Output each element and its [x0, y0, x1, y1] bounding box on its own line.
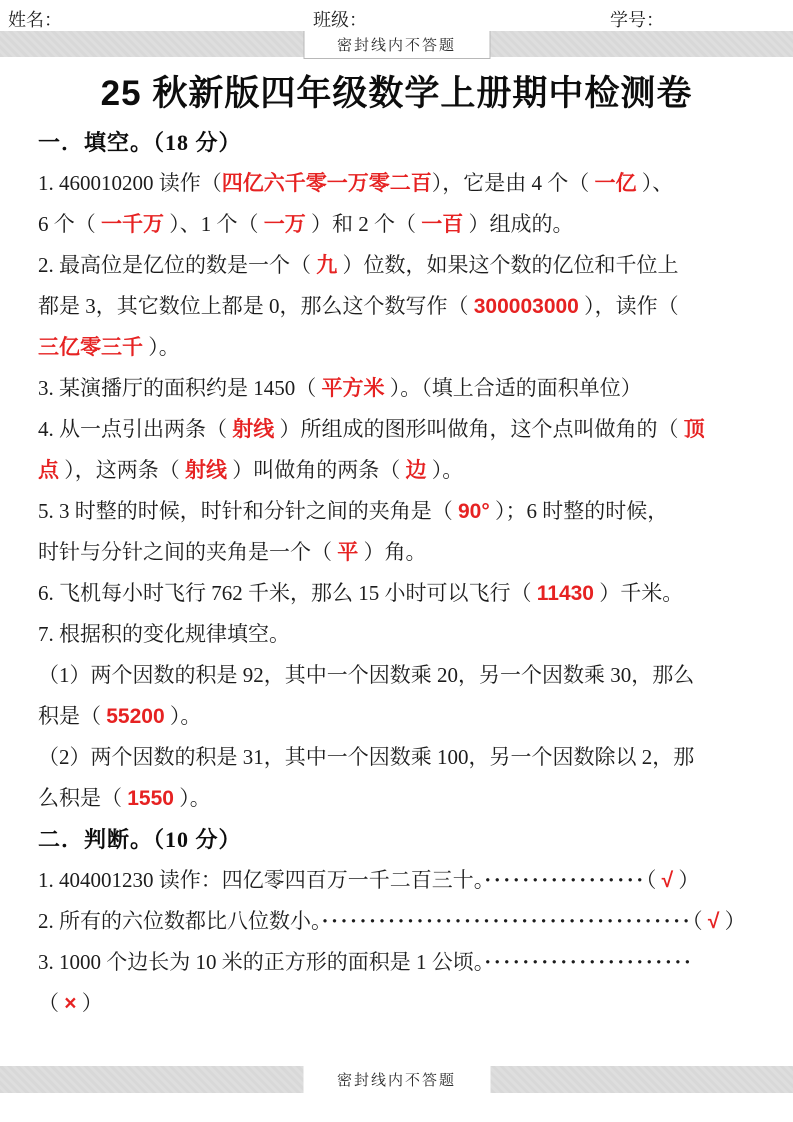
- question-text: 4. 从一点引出两条（: [38, 417, 233, 441]
- question-text: ）千米。: [594, 581, 684, 605]
- class-field: [313, 6, 505, 32]
- seal-notice-top: 密封线内不答题: [303, 31, 490, 59]
- question-text: ）。: [173, 786, 211, 810]
- answer-text: 平方米: [321, 377, 385, 400]
- question-text: ）组成的。: [463, 212, 574, 236]
- question-text: 5. 3 时整的时候，时针和分针之间的夹角是（: [38, 499, 458, 523]
- question-text: ）、: [636, 171, 674, 195]
- question-text: 都是 3，其它数位上都是 0，那么这个数写作（: [38, 294, 474, 318]
- answer-text: 300003000: [473, 295, 579, 318]
- answer-text: 射线: [185, 459, 227, 482]
- page-title: 25 秋新版四年级数学上册期中检测卷: [100, 74, 693, 113]
- question-text: 3. 某演播厅的面积约是 1450（: [38, 376, 322, 400]
- exam-line: [38, 286, 760, 327]
- question-text: （2）两个因数的积是 31，其中一个因数乘 100，另一个因数除以 2，那: [38, 745, 695, 769]
- answer-text: 三亿零三千: [38, 336, 143, 359]
- question-text: ）；6 时整的时候，: [489, 499, 669, 523]
- question-text: 1. 404001230 读作：四亿零四百万一千二百三十。: [38, 868, 485, 892]
- exam-line: [38, 942, 760, 983]
- exam-body: [38, 122, 760, 1024]
- exam-line: [38, 901, 760, 942]
- answer-text: 90°: [458, 500, 490, 523]
- question-text: ）。（填上合适的面积单位）: [384, 376, 642, 400]
- seal-notice-bottom: 密封线内不答题: [303, 1066, 490, 1093]
- question-text: 3. 1000 个边长为 10 米的正方形的面积是 1 公顷。: [38, 950, 485, 974]
- answer-text: 四亿六千零一万零二百: [221, 172, 432, 195]
- student-id-blank-line: [664, 12, 793, 32]
- question-text: ）: [673, 868, 700, 892]
- answer-text: 55200: [106, 705, 165, 728]
- question-text: 2. 最高位是亿位的数是一个（: [38, 253, 317, 277]
- dot-leader: ······················: [484, 950, 694, 974]
- exam-line: [38, 778, 760, 819]
- dot-leader: ·······································: [321, 909, 693, 933]
- answer-text: 一亿: [594, 172, 637, 195]
- student-id-field: [610, 6, 793, 32]
- section-heading: 一．填空。（18 分）: [38, 130, 242, 155]
- answer-text: 一千万: [101, 213, 164, 236]
- exam-line: [38, 614, 760, 655]
- exam-line: [38, 204, 760, 245]
- exam-line: [38, 573, 760, 614]
- exam-line: [38, 450, 760, 491]
- exam-line: [38, 327, 760, 368]
- question-text: 2. 所有的六位数都比八位数小。: [38, 909, 322, 933]
- answer-text: 边: [405, 459, 427, 482]
- answer-text: 平: [337, 541, 359, 564]
- question-text: （1）两个因数的积是 92，其中一个因数乘 20，另一个因数乘 30，那么: [38, 663, 695, 687]
- class-blank-line: [367, 12, 505, 32]
- exam-line: [38, 737, 760, 778]
- section-heading: 二．判断。（10 分）: [38, 827, 242, 852]
- question-text: ）位数，如果这个数的亿位和千位上: [337, 253, 679, 277]
- exam-line: [38, 655, 760, 696]
- answer-text: 顶: [683, 418, 705, 441]
- question-text: 6 个（: [38, 212, 101, 236]
- exam-line: [38, 491, 760, 532]
- answer-text: 九: [316, 254, 338, 277]
- class-label: 班级：: [313, 10, 367, 30]
- question-text: ）、1 个（: [164, 212, 264, 236]
- exam-line: [38, 245, 760, 286]
- student-name-blank-line: [62, 12, 200, 32]
- question-text: ），它是由 4 个（: [431, 171, 595, 195]
- question-text: ）。: [143, 335, 180, 359]
- student-name-field: [8, 6, 200, 32]
- answer-text: 一万: [263, 213, 306, 236]
- question-text: ）: [76, 991, 103, 1015]
- answer-text: √: [661, 869, 674, 892]
- answer-text: √: [707, 910, 720, 933]
- question-text: 积是（: [38, 704, 107, 728]
- question-text: 6. 飞机每小时飞行 762 千米，那么 15 小时可以飞行（: [38, 581, 537, 605]
- question-text: ）和 2 个（: [305, 212, 422, 236]
- exam-line: [38, 409, 760, 450]
- question-text: 1. 460010200 读作（: [38, 171, 222, 195]
- exam-line: [38, 532, 760, 573]
- answer-text: 点: [38, 459, 59, 482]
- question-text: 么积是（: [38, 786, 128, 810]
- question-text: （: [38, 991, 65, 1015]
- question-text: ），这两条（: [59, 458, 185, 482]
- question-text: ）角。: [358, 540, 427, 564]
- answer-text: 1550: [127, 787, 174, 810]
- question-text: ）所组成的图形叫做角，这个点叫做角的（: [274, 417, 684, 441]
- answer-text: 11430: [536, 582, 594, 605]
- question-text: ）: [719, 909, 746, 933]
- answer-text: 射线: [232, 418, 275, 441]
- exam-line: [38, 983, 760, 1024]
- question-text: ），读作（: [578, 294, 679, 318]
- answer-text: ×: [64, 992, 77, 1015]
- student-name-label: 姓名：: [8, 10, 62, 30]
- question-text: 7. 根据积的变化规律填空。: [38, 622, 290, 646]
- question-text: （: [692, 909, 708, 933]
- question-text: ）。: [426, 458, 464, 482]
- student-id-label: 学号：: [610, 10, 664, 30]
- exam-line: [38, 368, 760, 409]
- exam-line: [38, 860, 760, 901]
- dot-leader: ·················: [484, 868, 646, 892]
- answer-text: 一百: [421, 213, 464, 236]
- question-text: 时针与分针之间的夹角是一个（: [38, 540, 338, 564]
- question-text: ）叫做角的两条（: [227, 458, 406, 482]
- question-text: （: [645, 868, 662, 892]
- exam-line: [38, 163, 760, 204]
- exam-line: [38, 696, 760, 737]
- question-text: ）。: [164, 704, 202, 728]
